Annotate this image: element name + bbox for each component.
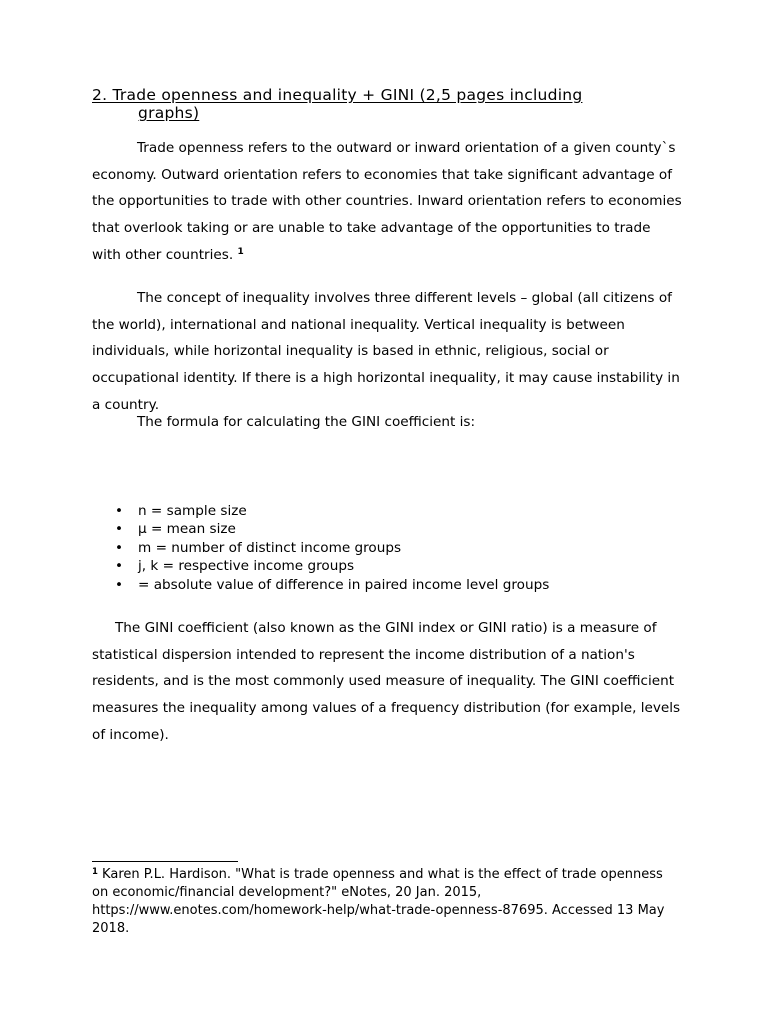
- paragraph-formula-intro: [92, 409, 682, 436]
- section-heading: [92, 86, 652, 122]
- footnote-marker: 1: [92, 867, 98, 877]
- list-item: • n = sample size: [115, 503, 247, 519]
- list-item: • = absolute value of difference in paired income level groups: [115, 576, 550, 593]
- paragraph-inequality-text: The concept of inequality involves three different levels – global (all citizens of the world), international and national inequality. Vertical inequality is between individuals, while horizontal inequality is based in ethnic, religious, social or occupational identity. If there is a high horizontal inequality, it may cause instability in a country.: [92, 290, 680, 413]
- bullet-icon: •: [115, 539, 124, 556]
- list-item: • m = number of distinct income groups: [115, 539, 402, 556]
- footnote-text: Karen P.L. Hardison. "What is trade openness and what is the effect of trade openness on economic/financial development?" eNotes, 20 Jan. 2015, https://www.enotes.com/homework-help/what-trade-openness-87695. Accessed 13 May 2018.: [92, 867, 665, 936]
- bullet-icon: •: [115, 521, 124, 538]
- bullet-icon: •: [115, 503, 124, 519]
- footnote: [92, 866, 672, 938]
- paragraph-gini-definition: [92, 615, 682, 749]
- paragraph-formula-intro-text: The formula for calculating the GINI coefficient is:: [137, 414, 476, 430]
- paragraph-trade-openness-text: Trade openness refers to the outward or inward orientation of a given county`s economy. Outward orientation refers to economies that take significant advantage of the opportunities to trade with other countries. Inward orientation refers to economies that overlook taking or are unable to take advantage of the opportunities to trade with other countries.: [92, 140, 682, 263]
- paragraph-inequality: [92, 285, 682, 419]
- section-heading-line-1: 2. Trade openness and inequality + GINI (2,5 pages including: [92, 86, 583, 104]
- footnote-separator: [92, 861, 238, 862]
- paragraph-gini-definition-text: The GINI coefficient (also known as the GINI index or GINI ratio) is a measure of statistical dispersion intended to represent the income distribution of a nation's residents, and is the most commonly used measure of inequality. The GINI coefficient measures the inequality among values of a frequency distribution (for example, levels of income).: [92, 620, 681, 743]
- bullet-icon: •: [115, 576, 124, 593]
- section-heading-line-2: graphs): [138, 104, 200, 122]
- list-item: • j, k = respective income groups: [115, 558, 355, 575]
- bullet-icon: •: [115, 558, 124, 575]
- formula-variables-list: [92, 502, 549, 594]
- footnote-reference[interactable]: 1: [237, 246, 244, 257]
- paragraph-trade-openness: [92, 135, 682, 269]
- list-item: • μ = mean size: [115, 521, 236, 538]
